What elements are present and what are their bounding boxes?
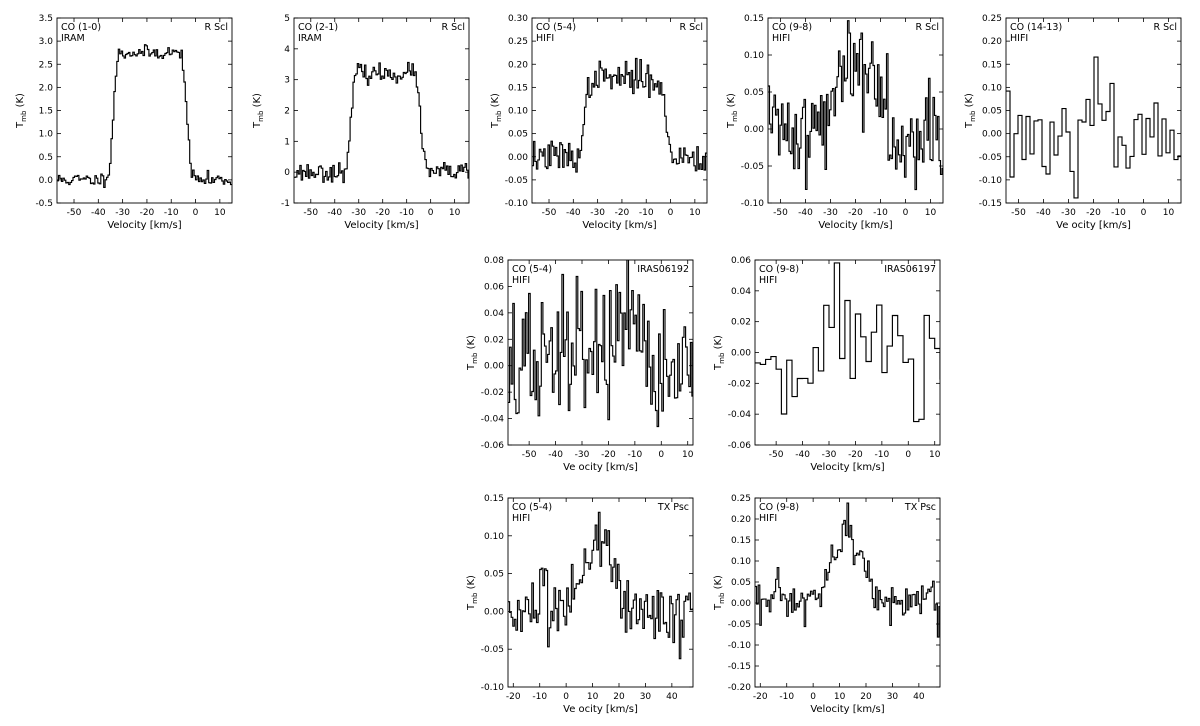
y-tick-label: 0.00 [483,607,504,618]
y-tick-label: -0.05 [480,645,504,656]
spectrum-trace [57,45,232,188]
y-tick-label: 3.0 [38,37,53,48]
spectrum-panel-9 [713,494,941,715]
y-tick-label: -0.04 [727,410,751,421]
y-tick-label: 1 [284,137,290,148]
x-tick-label: -20 [752,692,768,702]
y-tick-label: 0.00 [730,599,751,609]
x-tick-label: 0 [667,208,674,218]
x-tick-label: -30 [574,450,590,460]
x-tick-label: -30 [1061,208,1076,218]
y-tick-label: -0.05 [504,175,528,186]
y-tick-label: -0.02 [480,388,504,399]
source-label: R Scl [679,22,703,33]
instrument-label: HIFI [1010,33,1029,44]
y-tick-label: -0.20 [727,683,751,693]
spectrum-panel-6 [466,255,694,473]
instrument-label: HIFI [512,513,531,524]
source-label: R Scl [1153,22,1177,33]
source-label: IRAS06192 [637,264,689,275]
y-axis-label: $T_{mb}$ (K) [490,93,503,128]
x-tick-label: -20 [614,208,630,218]
x-tick-label: -10 [532,692,548,702]
y-tick-label: 0.08 [483,256,504,266]
plot-frame [294,18,469,203]
x-tick-label: 0 [192,208,199,218]
spectrum-panel-4 [726,14,944,231]
x-tick-label: -40 [565,208,581,218]
y-tick-label: -0.06 [480,441,504,451]
spectrum-trace [508,512,694,658]
y-tick-label: -0.06 [727,441,751,451]
x-tick-label: -20 [848,450,863,460]
y-tick-label: 0.05 [507,129,528,140]
x-tick-label: -10 [874,450,890,460]
line-label: CO (5-4) [512,264,553,275]
y-tick-label: 0.04 [483,308,504,319]
x-tick-label: 30 [886,692,899,702]
y-tick-label: -0.05 [740,162,764,172]
x-axis-label: Velocity [km/s] [107,220,182,231]
line-label: CO (2-1) [298,22,339,33]
y-tick-label: 5 [284,14,290,24]
source-label: IRAS06197 [884,264,936,275]
spectrum-panel-1 [15,14,232,231]
x-tick-label: -30 [351,208,367,218]
x-tick-label: -30 [590,208,605,218]
y-tick-label: 0.15 [981,60,1002,71]
y-tick-label: 0.0 [38,175,53,186]
x-tick-label: -30 [821,450,837,460]
y-tick-label: -0.05 [727,620,751,630]
x-tick-label: -40 [798,208,813,218]
x-axis-label: Velocity [km/s] [582,220,657,231]
x-tick-label: 0 [1140,208,1147,218]
x-tick-label: -50 [1011,208,1026,218]
x-tick-label: -10 [163,208,179,218]
x-tick-label: 0 [658,450,665,460]
spectrum-trace [755,503,941,637]
y-tick-label: -0.15 [727,662,751,672]
x-axis-label: Velocity [km/s] [818,220,893,231]
x-axis-label: Velocity [km/s] [810,704,885,715]
y-tick-label: -0.02 [727,379,751,390]
spectrum-trace [1006,57,1182,198]
plot-frame [532,18,707,203]
y-tick-label: 2 [284,106,290,117]
x-tick-label: 0 [563,692,570,702]
y-axis-label: $T_{mb}$ (K) [466,335,479,370]
y-tick-label: 0.06 [730,256,751,266]
y-tick-label: 0.05 [483,569,504,580]
line-label: CO (14-13) [1010,22,1063,33]
y-tick-label: 0.5 [38,152,53,163]
y-tick-label: -0.10 [740,199,764,209]
y-tick-label: -0.10 [504,199,528,209]
spectrum-trace [532,59,707,173]
y-tick-label: 0.05 [981,106,1002,117]
y-tick-label: 0.00 [730,348,751,359]
y-tick-label: 0 [284,168,290,179]
y-axis-label: $T_{mb}$ (K) [726,93,739,128]
spectrum-panel-2 [252,14,470,231]
x-tick-label: -10 [873,208,888,218]
x-tick-label: -20 [505,692,521,702]
x-tick-label: 0 [810,692,817,702]
y-tick-label: 0.06 [483,282,504,293]
x-tick-label: -20 [375,208,391,218]
y-tick-label: 0.10 [981,83,1002,94]
y-tick-label: -0.10 [480,683,504,693]
x-tick-label: -20 [139,208,155,218]
y-tick-label: 0.04 [730,286,751,297]
spectrum-trace [768,21,944,190]
x-tick-label: -10 [1111,208,1126,218]
x-tick-label: -40 [90,208,106,218]
y-tick-label: 0.02 [483,335,504,346]
y-axis-label: $T_{mb}$ (K) [713,335,726,370]
x-axis-label: Ve ocity [km/s] [563,462,638,473]
x-axis-label: Velocity [km/s] [810,462,885,473]
x-tick-label: -40 [548,450,563,460]
source-label: TX Psc [657,502,689,513]
y-tick-label: 0.20 [507,60,528,71]
spectrum-trace [294,63,470,183]
y-tick-label: 0.15 [743,14,764,24]
x-tick-label: -50 [541,208,557,218]
line-label: CO (9-8) [759,264,800,275]
spectrum-panel-3 [490,14,707,231]
y-tick-label: 1.0 [38,129,53,140]
spectrum-panel-5 [964,14,1182,231]
x-tick-label: -30 [115,208,130,218]
x-axis-label: Ve ocity [km/s] [1056,220,1131,231]
x-tick-label: -30 [823,208,838,218]
y-tick-label: 0.15 [483,494,504,504]
y-tick-label: 0.15 [507,83,528,94]
y-tick-label: 0.00 [507,152,528,163]
x-tick-label: 20 [860,692,872,702]
y-axis-label: $T_{mb}$ (K) [964,93,977,128]
y-tick-label: -0.10 [727,641,751,651]
instrument-label: HIFI [536,33,555,44]
line-label: CO (9-8) [759,502,800,513]
instrument-label: HIFI [759,513,778,524]
x-tick-label: 40 [913,692,925,702]
y-tick-label: 0.10 [743,51,764,61]
x-tick-label: 10 [833,692,846,702]
x-tick-label: 10 [214,208,226,218]
x-tick-label: -20 [1086,208,1101,218]
instrument-label: HIFI [512,275,531,286]
x-axis-label: Ve ocity [km/s] [563,704,638,715]
x-tick-label: -40 [327,208,343,218]
x-tick-label: 0 [427,208,434,218]
line-label: CO (1-0) [61,22,102,33]
y-tick-label: -0.5 [35,199,53,209]
x-tick-label: -10 [399,208,415,218]
x-tick-label: 10 [689,208,701,218]
y-tick-label: 0.02 [730,317,751,328]
x-tick-label: 0 [902,208,909,218]
x-tick-label: -10 [627,450,643,460]
x-tick-label: -20 [848,208,863,218]
spectrum-panel-7 [713,256,945,473]
y-tick-label: 2.0 [38,83,53,94]
y-tick-label: 2.5 [38,60,53,71]
spectrum-panel-8 [466,494,694,715]
y-tick-label: 0.00 [483,361,504,372]
x-tick-label: -10 [779,692,795,702]
spectrum-trace [755,263,945,422]
x-tick-label: -40 [1036,208,1051,218]
y-tick-label: 0.20 [981,37,1002,48]
instrument-label: IRAM [61,33,85,44]
y-tick-label: 0.30 [507,14,528,24]
x-tick-label: -20 [601,450,616,460]
y-tick-label: 0.25 [730,494,751,504]
x-tick-label: 10 [924,208,937,218]
source-label: R Scl [915,22,939,33]
x-tick-label: 10 [586,692,599,702]
x-tick-label: -50 [773,208,788,218]
line-label: CO (5-4) [512,502,553,513]
instrument-label: IRAM [298,33,322,44]
y-tick-label: 0.00 [981,129,1002,140]
y-tick-label: 1.5 [38,106,53,117]
x-tick-label: -50 [768,450,784,460]
y-axis-label: $T_{mb}$ (K) [15,93,28,128]
y-tick-label: 0.10 [730,557,751,567]
y-tick-label: 0.15 [730,536,751,546]
source-label: TX Psc [904,502,936,513]
instrument-label: HIFI [759,275,778,286]
source-label: R Scl [441,22,465,33]
x-tick-label: -40 [795,450,810,460]
x-tick-label: 10 [928,450,941,460]
plot-frame [755,260,940,445]
x-tick-label: -50 [303,208,319,218]
line-label: CO (9-8) [772,22,813,33]
y-tick-label: 0.10 [507,106,528,117]
y-tick-label: -0.15 [978,199,1002,209]
x-tick-label: 10 [1162,208,1175,218]
y-tick-label: 3 [284,75,290,86]
instrument-label: HIFI [772,33,791,44]
y-tick-label: 0.10 [483,531,504,542]
x-tick-label: -50 [66,208,82,218]
x-tick-label: 30 [639,692,652,702]
y-tick-label: -0.10 [978,175,1002,186]
x-tick-label: -50 [521,450,537,460]
y-tick-label: -0.04 [480,414,504,425]
y-tick-label: -1 [281,199,290,209]
x-tick-label: 20 [613,692,625,702]
x-tick-label: 10 [448,208,461,218]
line-label: CO (5-4) [536,22,577,33]
y-tick-label: 3.5 [38,14,53,24]
x-tick-label: 0 [905,450,912,460]
y-tick-label: -0.05 [978,152,1002,163]
y-tick-label: 0.00 [743,125,764,135]
y-axis-label: $T_{mb}$ (K) [252,93,265,128]
y-tick-label: 0.05 [743,88,764,98]
y-axis-label: $T_{mb}$ (K) [713,575,726,610]
x-tick-label: -10 [638,208,654,218]
spectrum-trace [508,255,694,427]
source-label: R Scl [204,22,228,33]
x-axis-label: Velocity [km/s] [344,220,419,231]
y-axis-label: $T_{mb}$ (K) [466,575,479,610]
x-tick-label: 40 [666,692,678,702]
y-tick-label: 0.25 [981,14,1002,24]
y-tick-label: 4 [284,44,290,55]
y-tick-label: 0.25 [507,37,528,48]
x-tick-label: 10 [681,450,694,460]
y-tick-label: 0.05 [730,578,751,588]
y-tick-label: 0.20 [730,515,751,525]
